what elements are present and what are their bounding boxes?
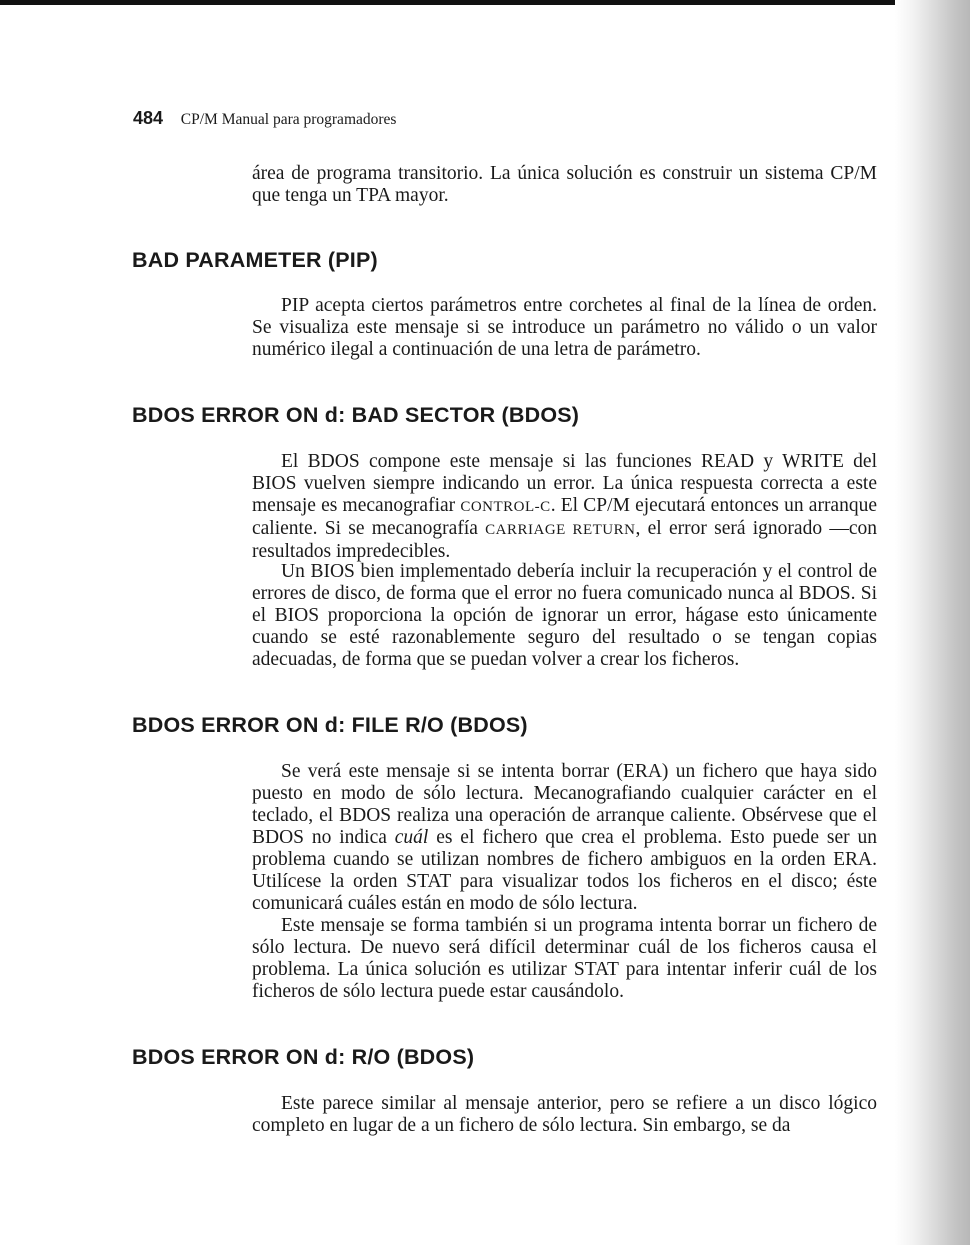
section-heading-bad-sector: BDOS ERROR ON d: BAD SECTOR (BDOS)	[132, 403, 580, 427]
section-heading-bad-parameter: BAD PARAMETER (PIP)	[132, 248, 378, 272]
page-number: 484	[133, 108, 164, 128]
running-head: CP/M Manual para programadores	[180, 111, 397, 128]
key-control-c: CONTROL-C	[460, 499, 551, 515]
section-heading-disk-ro: BDOS ERROR ON d: R/O (BDOS)	[132, 1045, 475, 1069]
emphasis-cual: cuál	[394, 827, 429, 848]
file-ro-paragraph-2: Este mensaje se forma también si un programa intenta borrar un fichero de sólo lectura. De nuevo será difícil determinar cuál de los ficheros causa el problema. La única solución es utilizar STAT para intentar inferir cuál de los ficheros de sólo lectura puede estar causándolo.	[252, 915, 877, 1002]
intro-paragraph: área de programa transitorio. La única solución es construir un sistema CP/M que tenga un TPA mayor.	[252, 163, 877, 206]
disk-ro-paragraph: Este parece similar al mensaje anterior, pero se refiere a un disco lógico completo en lugar de a un fichero de sólo lectura. Sin embargo, se da	[252, 1093, 877, 1136]
scan-top-edge	[0, 0, 970, 5]
section-heading-file-ro: BDOS ERROR ON d: FILE R/O (BDOS)	[132, 713, 528, 737]
book-spine-shadow	[895, 0, 970, 1245]
bad-sector-paragraph-1: El BDOS compone este mensaje si las funciones READ y WRITE del BIOS vuelven siempre indicando un error. La única respuesta correcta a este mensaje es mecanografiar CONTROL-C. El CP/M ejecutará entonces un arranque caliente. Si se mecanografía CARRIAGE RETURN, el error será ignorado —con resultados impredecibles.	[252, 451, 878, 562]
key-carriage-return: CARRIAGE RETURN	[485, 522, 636, 538]
bad-parameter-paragraph: PIP acepta ciertos parámetros entre corchetes al final de la línea de orden. Se visualiza este mensaje si se introduce un parámetro no válido o un valor numérico ilegal a continuación de una letra de parámetro.	[252, 295, 877, 360]
bad-sector-paragraph-2: Un BIOS bien implementado debería incluir la recuperación y el control de errores de disco, de forma que el error no fuera comunicado nunca al BDOS. Si el BIOS proporciona la opción de ignorar un error, hágase esto únicamente cuando se esté razonablemente seguro del resultado o se tengan copias adecuadas, de forma que se puedan volver a crear los ficheros.	[252, 561, 877, 670]
page-header	[133, 108, 396, 129]
file-ro-paragraph-1: Se verá este mensaje si se intenta borrar (ERA) un fichero que haya sido puesto en modo de sólo lectura. Mecanografiando cualquier carácter en el teclado, el BDOS realiza una operación de arranque caliente. Obsérvese que el BDOS no indica cuál es el fichero que crea el problema. Esto puede ser un problema cuando se utilizan nombres de fichero ambiguos en la orden ERA. Utilícese la orden STAT para visualizar todos los ficheros en el disco; éste comunicará cuáles están en modo de sólo lectura.	[252, 761, 877, 914]
